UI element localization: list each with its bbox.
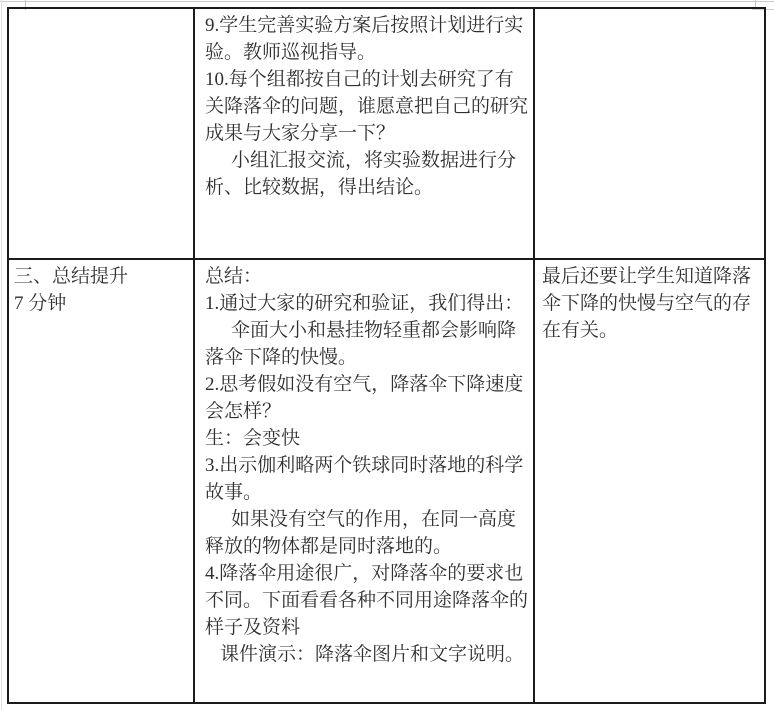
- stage-duration: 7 分钟: [14, 293, 67, 314]
- lesson-plan-table: [7, 7, 766, 704]
- paragraph: 最后还要让学生知道降落伞下降的快慢与空气的存在有关。: [542, 266, 752, 341]
- cell-stage-empty: [8, 8, 194, 259]
- cell-notes-empty: [534, 8, 765, 259]
- cell-teaching-process-summary: [194, 259, 534, 703]
- paragraph: 如果没有空气的作用，在同一高度释放的物体都是同时落地的。: [205, 509, 517, 557]
- paragraph: 9.学生完善实验方案后按照计划进行实验。教师巡视指导。: [205, 15, 524, 63]
- table-row-activity-continued: [8, 8, 765, 259]
- page-edge-left-line: [1, 0, 2, 710]
- paragraph: 生：会变快: [205, 428, 301, 449]
- paragraph: 1.通过大家的研究和验证，我们得出：: [205, 293, 524, 314]
- paragraph: 3.出示伽利略两个铁球同时落地的科学故事。: [205, 455, 524, 503]
- paragraph: 总结：: [205, 266, 263, 287]
- stage-title: 三、总结提升: [14, 266, 129, 287]
- paragraph: 2.思考假如没有空气，降落伞下降速度会怎样？: [205, 374, 524, 422]
- paragraph: 小组汇报交流，将实验数据进行分析、比较数据，得出结论。: [205, 150, 517, 198]
- page-edge-top-line: [0, 1, 774, 2]
- paragraph: 课件演示：降落伞图片和文字说明。: [220, 644, 525, 665]
- table-row-summary: [8, 259, 765, 703]
- paragraph: 4.降落伞用途很广，对降落伞的要求也不同。下面看看各种不同用途降落伞的样子及资料: [205, 563, 529, 638]
- cell-notes-summary: [534, 259, 765, 703]
- cell-stage-summary: [8, 259, 194, 703]
- paragraph: 伞面大小和悬挂物轻重都会影响降落伞下降的快慢。: [205, 320, 517, 368]
- paragraph: 10.每个组都按自己的计划去研究了有关降落伞的问题，谁愿意把自己的研究成果与大家分享一下？: [205, 69, 529, 144]
- cell-teaching-process: [194, 8, 534, 259]
